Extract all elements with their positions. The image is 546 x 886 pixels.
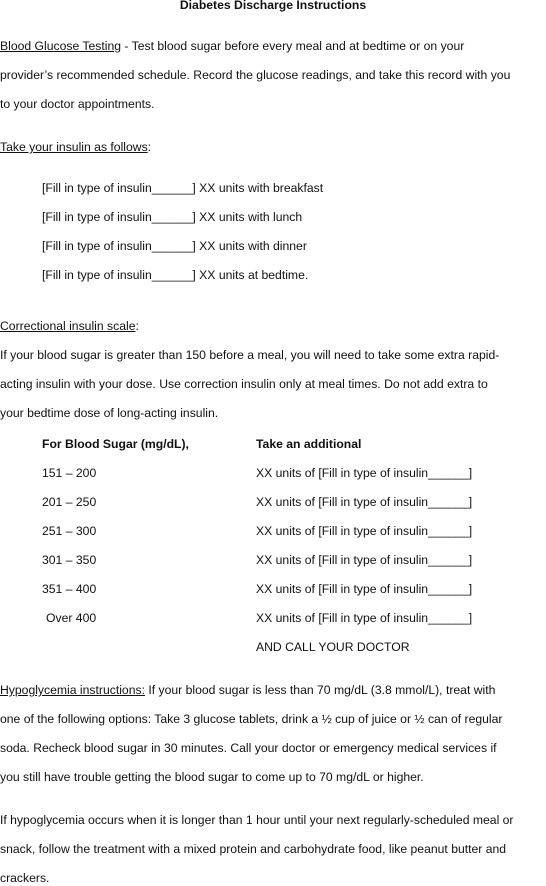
scale-row-range: Over 400 (46, 611, 97, 625)
scale-row-range: 351 – 400 (42, 582, 97, 596)
scale-row-range: 201 – 250 (42, 495, 97, 509)
correctional-para-line-3: your bedtime dose of long-acting insulin. (0, 406, 219, 420)
scale-row-dose: XX units of [Fill in type of insulin______] (256, 582, 473, 596)
hypo-line-2: one of the following options: Take 3 glucose tablets, drink a ½ cup of juice or ½ can of regular (0, 712, 503, 726)
glucose-line-1-text: - Test blood sugar before every meal and at bedtime or on your (121, 39, 465, 53)
glucose-line-3: to your doctor appointments. (0, 97, 155, 111)
scale-row-dose: XX units of [Fill in type of insulin______] (256, 466, 473, 480)
scale-row-range: 251 – 300 (42, 524, 97, 538)
correctional-heading-colon: : (135, 319, 139, 333)
insulin-item-bedtime: [Fill in type of insulin______] XX units at bedtime. (42, 268, 309, 282)
hypo-line-1-text: If your blood sugar is less than 70 mg/dL (3.8 mmol/L), treat with (144, 683, 496, 697)
insulin-item-lunch: [Fill in type of insulin______] XX units with lunch (42, 210, 303, 224)
glucose-heading: Blood Glucose Testing (0, 39, 122, 53)
insulin-heading-line (0, 140, 151, 155)
correctional-para-line-1: If your blood sugar is greater than 150 before a meal, you will need to take some extra rapid- (0, 348, 500, 362)
scale-row-dose: XX units of [Fill in type of insulin______] (256, 553, 473, 567)
insulin-item-dinner: [Fill in type of insulin______] XX units with dinner (42, 239, 307, 253)
hypo-para2-line-2: snack, follow the treatment with a mixed protein and carbohydrate food, like peanut butter and (0, 842, 507, 856)
scale-row-dose: XX units of [Fill in type of insulin______] (256, 524, 473, 538)
correctional-heading-line (0, 319, 139, 334)
scale-header-blood-sugar: For Blood Sugar (mg/dL), (42, 437, 189, 451)
call-doctor-note: AND CALL YOUR DOCTOR (256, 640, 410, 654)
glucose-line-2: provider’s recommended schedule. Record the glucose readings, and take this record with you (0, 68, 511, 82)
scale-row-range: 301 – 350 (42, 553, 97, 567)
hypo-line-3: soda. Recheck blood sugar in 30 minutes. Call your doctor or emergency medical services if (0, 741, 497, 755)
scale-row-dose: XX units of [Fill in type of insulin______] (256, 611, 473, 625)
glucose-line-1 (0, 39, 464, 54)
insulin-item-breakfast: [Fill in type of insulin______] XX units with breakfast (42, 181, 324, 195)
hypo-para2-line-3: crackers. (0, 871, 50, 885)
scale-row-range: 151 – 200 (42, 466, 97, 480)
hypo-line-4: you still have trouble getting the blood sugar to come up to 70 mg/dL or higher. (0, 770, 424, 784)
scale-header-additional: Take an additional (256, 437, 362, 451)
insulin-heading-colon: : (147, 140, 152, 154)
scale-row-dose: XX units of [Fill in type of insulin______] (256, 495, 473, 509)
hypo-para2-line-1: If hypoglycemia occurs when it is longer than 1 hour until your next regularly-scheduled meal or (0, 813, 514, 827)
page-title: Diabetes Discharge Instructions (179, 0, 367, 12)
insulin-heading: Take your insulin as follows (0, 140, 148, 154)
hypo-line-1 (0, 683, 495, 698)
hypo-heading: Hypoglycemia instructions: (0, 683, 145, 697)
correctional-para-line-2: acting insulin with your dose. Use correction insulin only at meal times. Do not add extra to (0, 377, 488, 391)
correctional-heading: Correctional insulin scale (0, 319, 136, 333)
